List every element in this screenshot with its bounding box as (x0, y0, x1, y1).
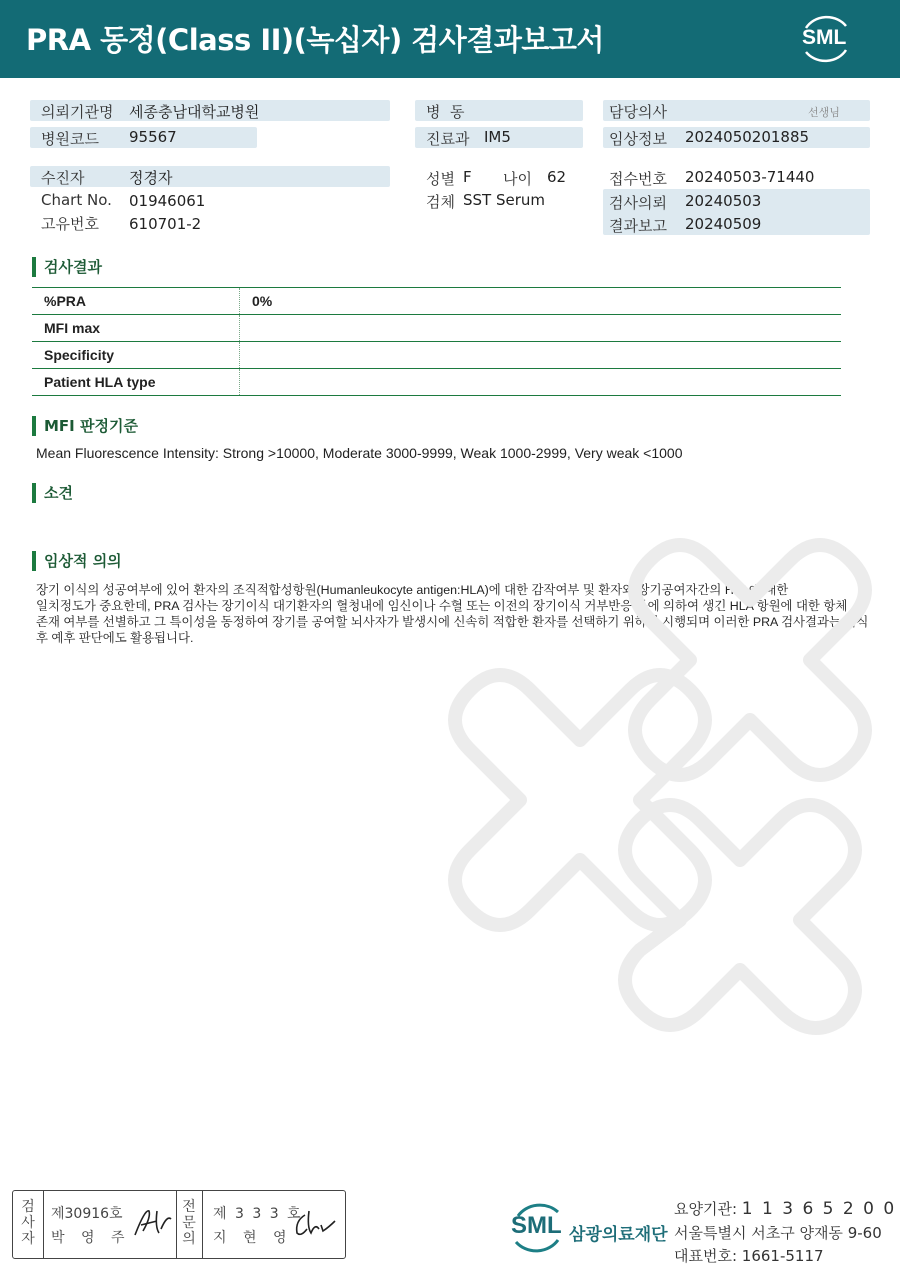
doctor-label: 담당의사 (609, 103, 667, 121)
specimen-label: 검체 (426, 193, 455, 211)
signature-stamp (12, 1190, 346, 1259)
report-header (0, 0, 900, 78)
hospital-code-label: 병원코드 (41, 130, 99, 148)
specimen-value: SST Serum (463, 191, 546, 209)
requested-value: 20240503 (685, 192, 762, 210)
result-key: Specificity (32, 342, 240, 369)
ward-label: 병 동 (426, 103, 465, 121)
stamp-divider (202, 1191, 203, 1258)
department-label: 진료과 (426, 130, 470, 148)
report-title: PRA 동정(Class II)(녹십자) 검사결과보고서 (26, 23, 604, 57)
footer-address: 서울특별시 서초구 양재동 9-60 (674, 1224, 882, 1242)
clinical-line: 장기 이식의 성공여부에 있어 환자의 조직적합성항원(Humanleukocyte antigen:HLA)에 대한 감작여부 및 환자와 장기공여자간의 HLA에 대한 (36, 583, 789, 597)
chart-label: Chart No. (41, 191, 112, 209)
unique-label: 고유번호 (41, 215, 99, 233)
requested-label: 검사의뢰 (609, 194, 667, 212)
chart-value: 01946061 (129, 192, 206, 210)
opinion-heading: 소견 (32, 483, 73, 503)
results-heading: 검사결과 (32, 257, 102, 277)
footer-code-label: 요양기관: (674, 1200, 738, 1218)
reported-value: 20240509 (685, 215, 762, 233)
specialist-signature-icon (291, 1207, 339, 1241)
unique-value: 610701-2 (129, 215, 202, 233)
cross-watermark-icon (350, 520, 890, 1040)
mfi-criteria-text: Mean Fluorescence Intensity: Strong >10000, Moderate 3000-9999, Weak 1000-2999, Very weak <1000 (36, 445, 683, 461)
sml-logo (798, 14, 854, 64)
table-row (32, 342, 841, 369)
clinical-info-value: 2024050201885 (685, 128, 810, 146)
table-row (32, 288, 841, 315)
table-row (32, 369, 841, 396)
result-key: %PRA (32, 288, 240, 315)
specialist-number: 제 3 3 3 호 (213, 1206, 303, 1222)
doctor-suffix: 선생님 (808, 106, 840, 119)
result-key: MFI max (32, 315, 240, 342)
table-row (32, 315, 841, 342)
hospital-code-value: 95567 (129, 128, 177, 146)
department-value: IM5 (484, 128, 511, 146)
clinical-line: 후 예후 판단에도 활용됩니다. (36, 631, 194, 645)
stamp-divider (43, 1191, 44, 1258)
footer-phone-value: 1661-5117 (741, 1247, 824, 1265)
result-value (240, 342, 842, 369)
reported-label: 결과보고 (609, 217, 667, 235)
examiner-number: 제30916호 (51, 1206, 123, 1222)
result-value (240, 369, 842, 396)
examiner-signature-icon (131, 1205, 177, 1241)
footer-org-name: 삼광의료재단 (569, 1225, 668, 1245)
clinical-significance-heading: 임상적 의의 (32, 551, 122, 571)
sex-label: 성별 (426, 170, 455, 188)
result-key: Patient HLA type (32, 369, 240, 396)
receipt-label: 접수번호 (609, 170, 667, 188)
footer-phone-line (674, 1245, 824, 1266)
sml-footer-logo-text: SML (511, 1212, 562, 1239)
mfi-heading: MFI 판정기준 (32, 416, 138, 436)
stamp-divider (176, 1191, 177, 1258)
footer-code-line (674, 1198, 896, 1219)
examiner-label: 검사자 (21, 1199, 35, 1247)
footer-code-value: 1 1 3 6 5 2 0 0 (741, 1199, 897, 1219)
institution-label: 의뢰기관명 (41, 103, 114, 121)
result-value: 0% (240, 288, 842, 315)
sex-value: F (463, 168, 472, 186)
institution-value: 세종충남대학교병원 (129, 103, 260, 121)
sml-logo-text: SML (802, 26, 847, 49)
clinical-line: 일치정도가 중요한데, PRA 검사는 장기이식 대기환자의 혈청내에 임신이나 수혈 또는 이전의 장기이식 거부반응 등에 의하여 생긴 HLA 항원에 대한 항체 (36, 599, 848, 613)
clinical-info-label: 임상정보 (609, 130, 667, 148)
age-label: 나이 (503, 170, 532, 188)
examiner-name: 박 영 주 (51, 1230, 131, 1246)
receipt-value: 20240503-71440 (685, 168, 815, 186)
specialist-name: 지 현 영 (213, 1230, 293, 1246)
results-table (32, 287, 841, 396)
footer-phone-label: 대표번호: (674, 1247, 738, 1265)
patient-label: 수진자 (41, 169, 85, 187)
clinical-line: 존재 여부를 선별하고 그 특이성을 동정하여 장기를 공여할 뇌사자가 발생시에 신속히 적합한 환자를 선택하기 위하여 시행되며 이러한 PRA 검사결과는 이식 (36, 615, 869, 629)
result-value (240, 315, 842, 342)
patient-value: 정경자 (129, 169, 173, 187)
age-value: 62 (547, 168, 567, 186)
specialist-label: 전문의 (182, 1199, 196, 1247)
